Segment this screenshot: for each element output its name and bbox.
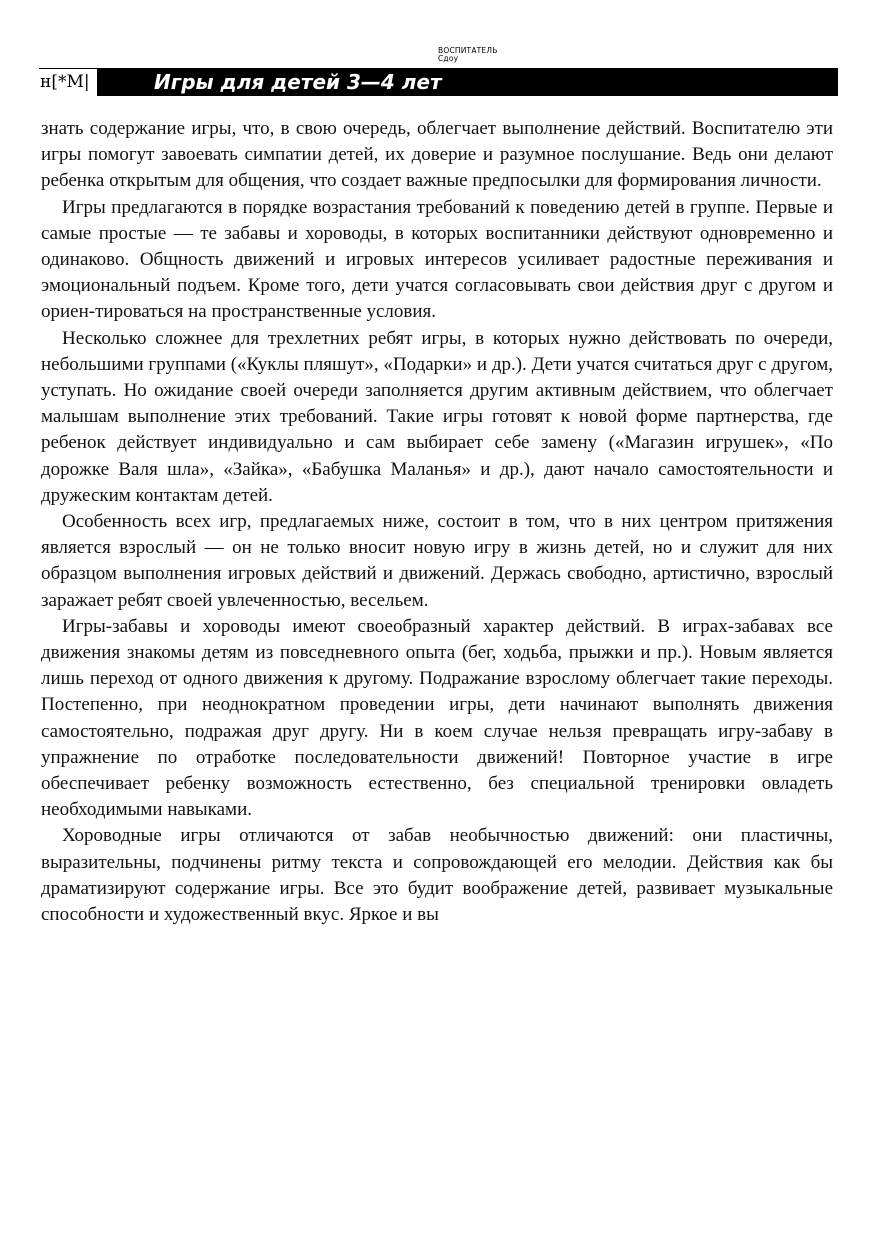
- publisher-logo: [438, 47, 498, 63]
- page-title: Игры для детей 3—4 лет: [154, 70, 442, 94]
- paragraph: знать содержание игры, что, в свою очередь, облегчает выполнение действий. Воспитателю эти игры помогут завоевать симпатии детей, их доверие и разумное послушание. Ведь они делают ребенка открытым для общения, что создает важные предпосылки для формирования личности.: [41, 118, 833, 192]
- paragraph: Несколько сложнее для трехлетних ребят игры, в которых нужно действовать по очереди, небольшими группами («Куклы пляшут», «Подарки» и др.). Дети учатся считаться друг с другом, уступать. Но ожидание своей очереди заполняется другим активным действием, что облегчает малышам выполнение этих требований. Такие игры готовят к новой форме партнерства, где ребенок действует индивидуально и сам выбирает себе замену («Магазин игрушек», «По дорожке Валя шла», «Зайка», «Бабушка Маланья» и др.), дают начало самостоятельности и дружеским контактам детей.: [41, 327, 833, 506]
- header-mark: н[*М|: [39, 68, 97, 96]
- paragraph: Игры-забавы и хороводы имеют своеобразный характер действий. В играх-забавах все движения знакомы детям из повседневного опыта (бег, ходьба, прыжки и пр.). Новым является лишь переход от одного движения к другому. Подражание взрослому облегчает такие переходы. Постепенно, при неоднократном проведении игры, дети начинают выполнять движения самостоятельно, подражая друг другу. Ни в коем случае нельзя превращать игру-забаву в упражнение по отработке последовательности движений! Повторное участие в игре обеспечивает ребенку возможность естественно, без специальной тренировки овладеть необходимыми навыками.: [41, 615, 833, 821]
- paragraph: Хороводные игры отличаются от забав необычностью движений: они пластичны, выразительны, подчинены ритму текста и сопровождающей его мелодии. Действия как бы драматизируют содержание игры. Все это будит воображение детей, развивает музыкальные способности и художественный вкус. Яркое и вы: [41, 825, 833, 926]
- paragraph: Особенность всех игр, предлагаемых ниже, состоит в том, что в них центром притяжения является взрослый — он не только вносит новую игру в жизнь детей, но и служит для них образцом выполнения игровых действий и движений. Держась свободно, артистично, взрослый заражает ребят своей увлеченностью, весельем.: [41, 511, 833, 611]
- logo-line-2: Сдоу: [438, 54, 459, 63]
- running-header: [39, 68, 838, 96]
- paragraph: Игры предлагаются в порядке возрастания требований к поведению детей в группе. Первые и самые простые — те забавы и хороводы, в которых воспитанники действуют одновременно и одинаково. Общность движений и игровых интересов усиливает радостные переживания и эмоциональный подъем. Кроме того, дети учатся согласовывать свои действия друг с другом и ориен-тироваться на пространственные условия.: [41, 196, 833, 323]
- logo-line-1: ВОСПИТАТЕЛЬ: [438, 46, 498, 55]
- body-text: [41, 116, 833, 928]
